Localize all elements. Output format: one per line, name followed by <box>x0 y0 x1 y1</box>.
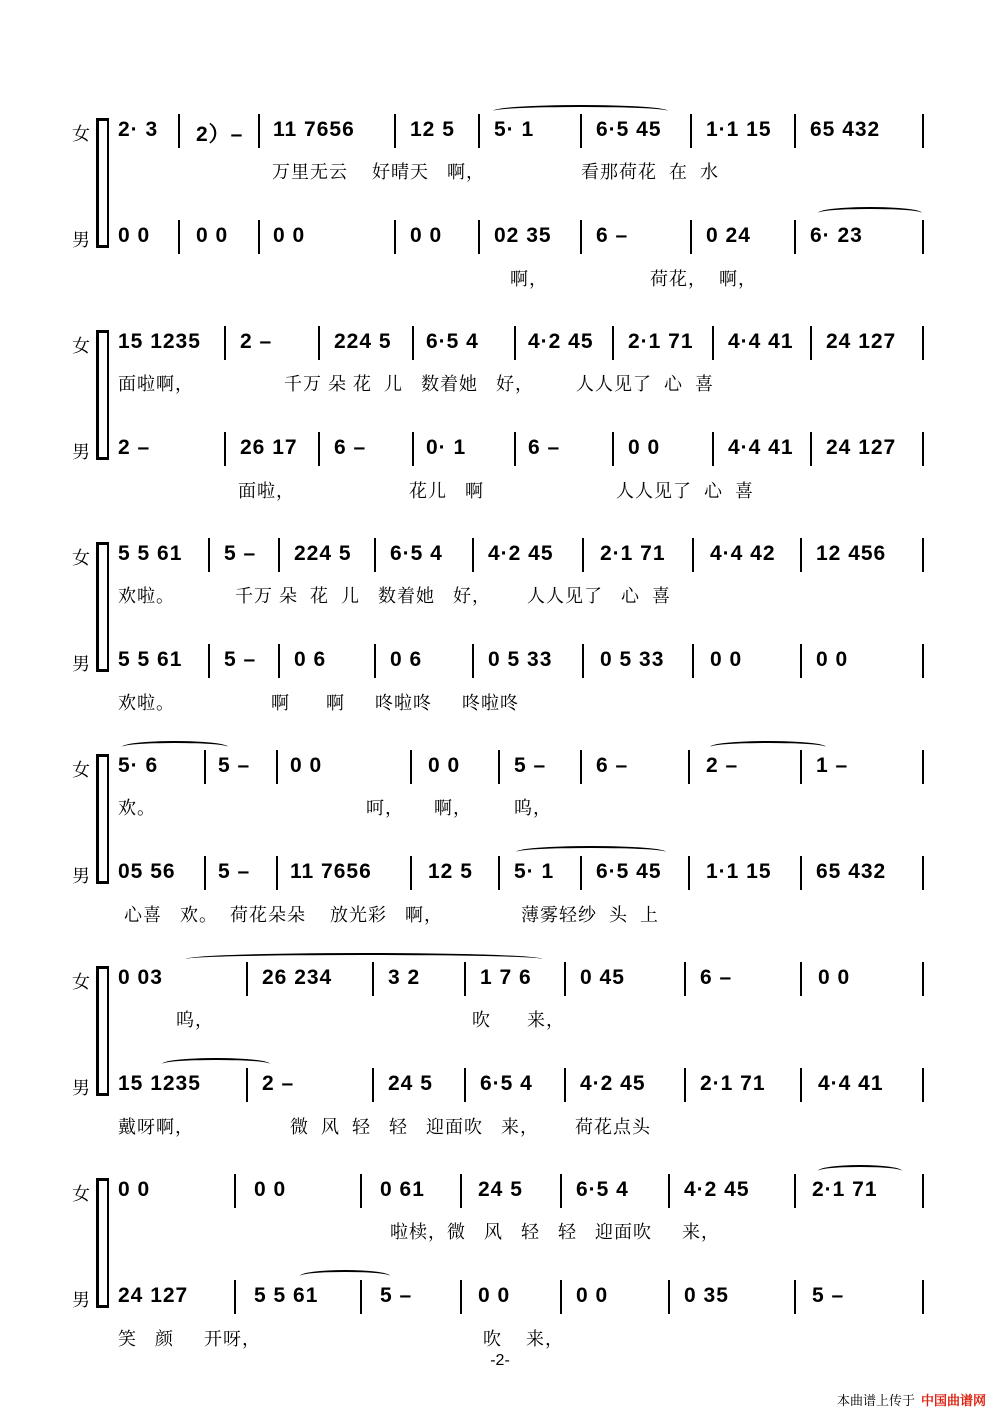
measure: 65 432 <box>816 860 887 883</box>
barline <box>668 1280 670 1314</box>
barline <box>564 962 566 996</box>
barline <box>234 1280 236 1314</box>
male-voice-label: 男 <box>72 866 90 886</box>
barline <box>514 326 516 360</box>
barline <box>246 1068 248 1102</box>
barline <box>208 644 210 678</box>
barline <box>688 856 690 890</box>
measure: 0· 1 <box>426 436 467 459</box>
barline <box>410 750 412 784</box>
source-credit <box>837 1390 986 1409</box>
measure: 0 6 <box>390 648 423 671</box>
measure: 2 – <box>706 754 739 777</box>
male-voice-label: 男 <box>72 1078 90 1098</box>
barline <box>498 856 500 890</box>
measure: 2 – <box>118 436 151 459</box>
barline <box>478 220 480 254</box>
barline <box>276 750 278 784</box>
measure: 65 432 <box>810 118 881 141</box>
barline <box>478 114 480 148</box>
barline <box>318 326 320 360</box>
barline <box>712 326 714 360</box>
barline <box>684 962 686 996</box>
barline <box>394 114 396 148</box>
score-system-3 <box>0 524 1000 724</box>
barline <box>922 1174 924 1208</box>
barline <box>692 644 694 678</box>
barline <box>922 432 924 466</box>
score-system-5 <box>0 948 1000 1148</box>
barline <box>394 220 396 254</box>
barline <box>684 1068 686 1102</box>
barline <box>224 326 226 360</box>
barline <box>922 1068 924 1102</box>
male-lyrics: 戴呀啊， 微 风 轻 轻 迎面吹 来， 荷花点头 <box>118 1117 652 1137</box>
female-notes-row <box>118 966 930 996</box>
measure: 0 0 <box>410 224 443 247</box>
barline <box>372 962 374 996</box>
measure: 5· 1 <box>494 118 535 141</box>
measure: 0 0 <box>478 1284 511 1307</box>
measure: 24 127 <box>826 436 897 459</box>
measure: 6 – <box>528 436 561 459</box>
measure: 0 0 <box>118 224 151 247</box>
measure: 4·4 41 <box>728 436 794 459</box>
measure: 5 – <box>224 542 257 565</box>
score-system-2 <box>0 312 1000 512</box>
female-voice-label: 女 <box>72 1184 90 1204</box>
female-voice-label: 女 <box>72 972 90 992</box>
barline <box>234 1174 236 1208</box>
barline <box>922 644 924 678</box>
source-text: 本曲谱上传于 <box>836 1393 915 1408</box>
measure: 2·1 71 <box>812 1178 878 1201</box>
barline <box>560 1280 562 1314</box>
female-lyrics: 万里无云 好晴天 啊， 看那荷花 在 水 <box>272 162 720 182</box>
measure: 0 03 <box>118 966 163 989</box>
barline <box>794 1280 796 1314</box>
barline <box>580 750 582 784</box>
measure: 5 – <box>218 754 251 777</box>
barline <box>800 644 802 678</box>
slur <box>122 741 228 753</box>
barline <box>360 1280 362 1314</box>
system-bracket-line <box>107 966 109 1096</box>
measure: 15 1235 <box>118 330 201 353</box>
barline <box>712 432 714 466</box>
female-lyrics: 啦椟，微 风 轻 轻 迎面吹 来， <box>390 1222 721 1242</box>
measure: 2）– <box>196 123 244 146</box>
measure: 0 45 <box>580 966 625 989</box>
male-notes-row <box>118 1072 930 1102</box>
barline <box>580 856 582 890</box>
measure: 0 24 <box>706 224 751 247</box>
barline <box>372 1068 374 1102</box>
barline <box>668 1174 670 1208</box>
barline <box>810 326 812 360</box>
measure: 5 5 61 <box>118 648 183 671</box>
system-bracket-line <box>107 542 109 672</box>
male-notes-row <box>118 860 930 890</box>
slur <box>300 1270 390 1282</box>
barline <box>412 326 414 360</box>
barline <box>582 644 584 678</box>
measure: 6 – <box>596 224 629 247</box>
female-notes-row <box>118 754 930 784</box>
measure: 5· 1 <box>514 860 555 883</box>
measure: 11 7656 <box>290 860 372 883</box>
measure: 5 – <box>380 1284 413 1307</box>
measure: 5 – <box>812 1284 845 1307</box>
female-notes-row <box>118 1178 930 1208</box>
measure: 4·4 41 <box>818 1072 884 1095</box>
female-lyrics: 面啦啊， 千万 朵 花 儿 数着她 好， 人人见了 心 喜 <box>118 374 715 394</box>
female-notes-row <box>118 542 930 572</box>
barline <box>258 220 260 254</box>
measure: 26 17 <box>240 436 298 459</box>
male-lyrics: 啊， 荷花， 啊， <box>510 269 758 289</box>
measure: 3 2 <box>388 966 421 989</box>
barline <box>276 856 278 890</box>
barline <box>794 1174 796 1208</box>
barline <box>258 114 260 148</box>
barline <box>692 538 694 572</box>
score-system-4 <box>0 736 1000 936</box>
measure: 1 – <box>816 754 849 777</box>
barline <box>564 1068 566 1102</box>
barline <box>690 114 692 148</box>
measure: 6·5 4 <box>390 542 443 565</box>
female-voice-label: 女 <box>72 760 90 780</box>
barline <box>580 114 582 148</box>
measure: 5 – <box>514 754 547 777</box>
barline <box>464 962 466 996</box>
barline <box>612 326 614 360</box>
barline <box>922 1280 924 1314</box>
barline <box>472 538 474 572</box>
measure: 02 35 <box>494 224 552 247</box>
slur <box>818 1165 902 1177</box>
measure: 26 234 <box>262 966 333 989</box>
barline <box>278 644 280 678</box>
measure: 6·5 45 <box>596 860 662 883</box>
barline <box>690 220 692 254</box>
measure: 4·2 45 <box>528 330 594 353</box>
measure: 6 – <box>596 754 629 777</box>
measure: 4·2 45 <box>488 542 554 565</box>
site-logo: 中国曲谱网 <box>920 1393 986 1408</box>
measure: 12 456 <box>816 542 887 565</box>
system-bracket-line <box>107 1178 109 1308</box>
measure: 0 5 33 <box>600 648 665 671</box>
slur <box>710 741 826 753</box>
measure: 4·2 45 <box>580 1072 646 1095</box>
slur <box>493 105 668 117</box>
barline <box>178 114 180 148</box>
slur <box>516 846 666 858</box>
measure: 0 5 33 <box>488 648 553 671</box>
barline <box>498 750 500 784</box>
measure: 0 0 <box>576 1284 609 1307</box>
barline <box>464 1068 466 1102</box>
measure: 0 0 <box>628 436 661 459</box>
female-lyrics: 欢。 呵， 啊， 呜， <box>118 798 553 818</box>
measure: 0 61 <box>380 1178 425 1201</box>
barline <box>410 856 412 890</box>
measure: 1 7 6 <box>480 966 532 989</box>
barline <box>800 538 802 572</box>
measure: 5 5 61 <box>254 1284 319 1307</box>
measure: 24 127 <box>826 330 897 353</box>
female-lyrics: 呜， 吹 来， <box>176 1010 566 1030</box>
measure: 2·1 71 <box>600 542 666 565</box>
measure: 1·1 15 <box>706 118 772 141</box>
system-bracket-line <box>107 754 109 884</box>
barline <box>472 644 474 678</box>
barline <box>374 538 376 572</box>
measure: 5 – <box>218 860 251 883</box>
barline <box>922 326 924 360</box>
barline <box>560 1174 562 1208</box>
barline <box>800 962 802 996</box>
barline <box>318 432 320 466</box>
female-lyrics: 欢啦。 千万 朵 花 儿 数着她 好， 人人见了 心 喜 <box>118 586 672 606</box>
measure: 224 5 <box>334 330 392 353</box>
measure: 2·1 71 <box>628 330 694 353</box>
male-lyrics: 笑 颜 开呀， 吹 来， <box>118 1329 565 1349</box>
measure: 0 0 <box>710 648 743 671</box>
female-voice-label: 女 <box>72 548 90 568</box>
female-notes-row <box>118 118 930 148</box>
slur <box>162 1058 270 1070</box>
barline <box>412 432 414 466</box>
male-lyrics: 欢啦。 啊 啊 咚啦咚 咚啦咚 <box>118 693 520 713</box>
barline <box>360 1174 362 1208</box>
measure: 1·1 15 <box>706 860 772 883</box>
measure: 6·5 4 <box>426 330 479 353</box>
barline <box>922 114 924 148</box>
male-voice-label: 男 <box>72 230 90 250</box>
barline <box>278 538 280 572</box>
male-notes-row <box>118 436 930 466</box>
system-bracket-line <box>107 118 109 248</box>
measure: 24 5 <box>388 1072 433 1095</box>
male-lyrics: 面啦， 花儿 啊 人人见了 心 喜 <box>238 481 755 501</box>
measure: 6·5 4 <box>480 1072 533 1095</box>
barline <box>922 962 924 996</box>
male-notes-row <box>118 224 930 254</box>
measure: 0 0 <box>290 754 323 777</box>
barline <box>580 220 582 254</box>
slur <box>186 953 542 965</box>
barline <box>204 750 206 784</box>
measure: 6 – <box>334 436 367 459</box>
measure: 5 – <box>224 648 257 671</box>
measure: 05 56 <box>118 860 176 883</box>
barline <box>922 538 924 572</box>
measure: 2· 3 <box>118 118 159 141</box>
female-voice-label: 女 <box>72 336 90 356</box>
male-voice-label: 男 <box>72 1290 90 1310</box>
score-system-1 <box>0 100 1000 300</box>
measure: 15 1235 <box>118 1072 201 1095</box>
barline <box>374 644 376 678</box>
male-notes-row <box>118 648 930 678</box>
measure: 224 5 <box>294 542 352 565</box>
measure: 0 0 <box>816 648 849 671</box>
measure: 0 35 <box>684 1284 729 1307</box>
barline <box>178 220 180 254</box>
measure: 0 0 <box>254 1178 287 1201</box>
barline <box>922 750 924 784</box>
measure: 6·5 4 <box>576 1178 629 1201</box>
male-voice-label: 男 <box>72 654 90 674</box>
measure: 0 0 <box>428 754 461 777</box>
barline <box>800 1068 802 1102</box>
measure: 0 0 <box>118 1178 151 1201</box>
measure: 4·2 45 <box>684 1178 750 1201</box>
measure: 4·4 41 <box>728 330 794 353</box>
measure: 0 0 <box>196 224 229 247</box>
measure: 2 – <box>262 1072 295 1095</box>
barline <box>246 962 248 996</box>
barline <box>208 538 210 572</box>
measure: 6 – <box>700 966 733 989</box>
barline <box>204 856 206 890</box>
measure: 24 127 <box>118 1284 189 1307</box>
barline <box>810 432 812 466</box>
measure: 6·5 45 <box>596 118 662 141</box>
measure: 11 7656 <box>273 118 355 141</box>
measure: 0 0 <box>818 966 851 989</box>
barline <box>794 220 796 254</box>
barline <box>460 1280 462 1314</box>
measure: 2 – <box>240 330 273 353</box>
measure: 12 5 <box>410 118 455 141</box>
measure: 2·1 71 <box>700 1072 766 1095</box>
barline <box>224 432 226 466</box>
female-voice-label: 女 <box>72 124 90 144</box>
page-number: -2- <box>490 1352 510 1369</box>
male-voice-label: 男 <box>72 442 90 462</box>
measure: 12 5 <box>428 860 473 883</box>
barline <box>800 750 802 784</box>
barline <box>922 220 924 254</box>
barline <box>800 856 802 890</box>
measure: 5 5 61 <box>118 542 183 565</box>
measure: 4·4 42 <box>710 542 776 565</box>
system-bracket-line <box>107 330 109 460</box>
barline <box>514 432 516 466</box>
barline <box>688 750 690 784</box>
barline <box>922 856 924 890</box>
measure: 0 0 <box>273 224 306 247</box>
measure: 6· 23 <box>810 224 863 247</box>
female-notes-row <box>118 330 930 360</box>
score-system-6 <box>0 1160 1000 1360</box>
barline <box>612 432 614 466</box>
measure: 24 5 <box>478 1178 523 1201</box>
male-notes-row <box>118 1284 930 1314</box>
barline <box>582 538 584 572</box>
slur <box>818 207 922 219</box>
male-lyrics: 心喜 欢。 荷花朵朵 放光彩 啊， 薄雾轻纱 头 上 <box>124 905 660 925</box>
barline <box>460 1174 462 1208</box>
barline <box>794 114 796 148</box>
measure: 5· 6 <box>118 754 159 777</box>
measure: 0 6 <box>294 648 327 671</box>
